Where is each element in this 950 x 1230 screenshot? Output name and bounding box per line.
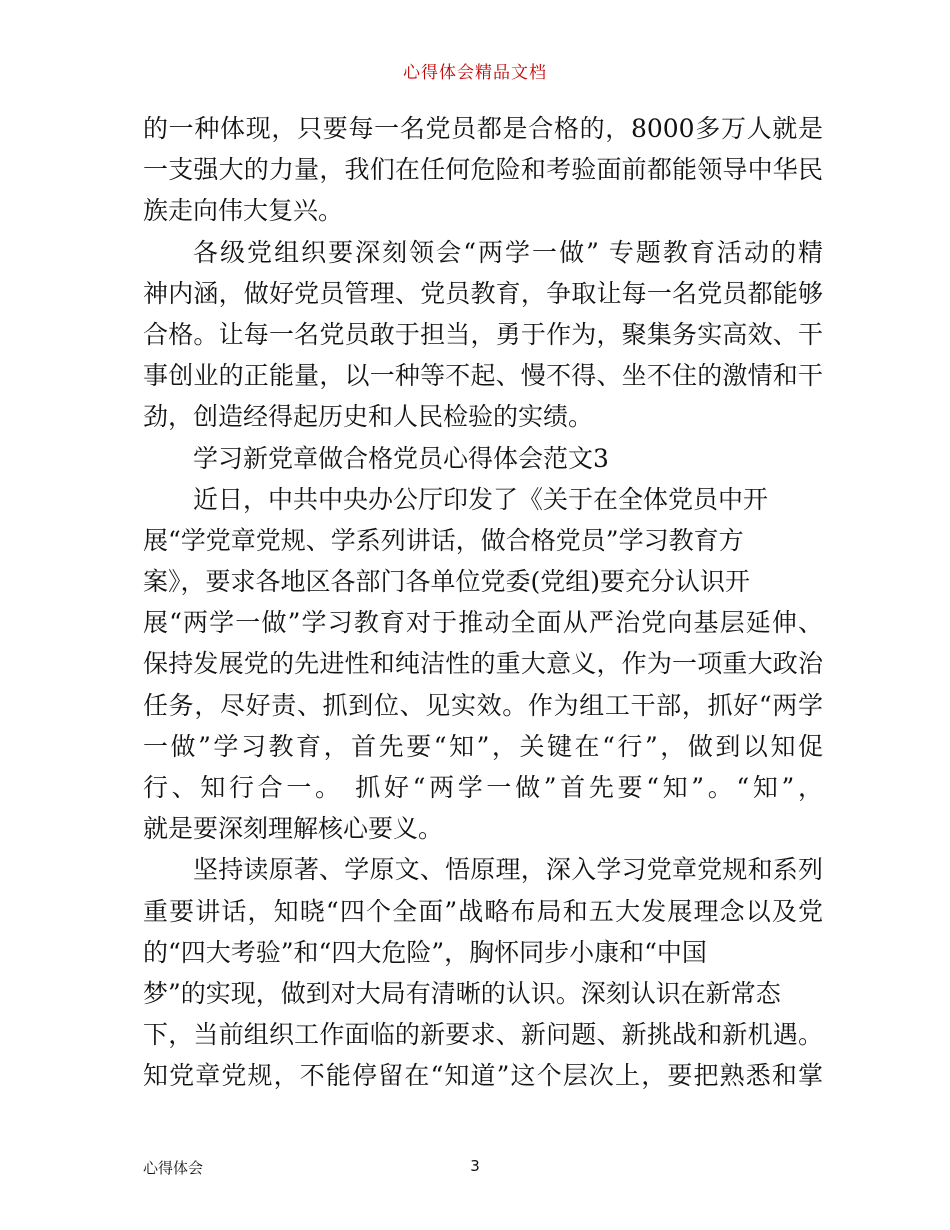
text-line: 神内涵，做好党员管理、党员教育，争取让每一名党员都能够	[143, 278, 823, 308]
text-line: 案》，要求各地区各部门各单位党委(党组)要充分认识开	[143, 567, 751, 597]
text-line: 一做”学习教育，首先要“知”，关键在“行”，做到以知促	[143, 731, 823, 761]
text-line: 的一种体现，只要每一名党员都是合格的，8000多万人就是	[143, 114, 823, 143]
text-line: 合格。让每一名党员敢于担当，勇于作为，聚集务实高效、干	[143, 319, 823, 349]
document-header-title: 心得体会精品文档	[403, 63, 547, 83]
document-body	[143, 108, 823, 1097]
text-line: 事创业的正能量，以一种等不起、慢不得、坐不住的激情和干	[143, 361, 823, 391]
text-line: 保持发展党的先进性和纯洁性的重大意义，作为一项重大政治	[143, 649, 823, 679]
text-line: 一支强大的力量，我们在任何危险和考验面前都能领导中华民	[143, 155, 823, 185]
text-line: 展“两学一做”学习教育对于推动全面从严治党向基层延伸、	[143, 608, 823, 638]
text-line: 族走向伟大复兴。	[143, 196, 344, 226]
text-line: 梦”的实现，做到对大局有清晰的认识。深刻认识在新常态	[143, 978, 781, 1008]
paragraph-start-line: 坚持读原著、学原文、悟原理，深入学习党章党规和系列	[193, 855, 823, 885]
text-line: 的“四大考验”和“四大危险”，胸怀同步小康和“中国	[143, 937, 707, 967]
page-number: 3	[470, 1157, 480, 1175]
text-line: 行、知行合一。 抓好“两学一做”首先要“知”。“知”，	[143, 773, 823, 802]
section-heading: 学习新党章做合格党员心得体会范文3	[193, 443, 609, 473]
text-line: 知党章党规，不能停留在“知道”这个层次上，要把熟悉和掌	[143, 1061, 823, 1091]
text-line: 就是要深刻理解核心要义。	[143, 814, 444, 844]
text-line: 重要讲话，知晓“四个全面”战略布局和五大发展理念以及党	[143, 896, 823, 926]
text-line: 劲，创造经得起历史和人民检验的实绩。	[143, 402, 594, 432]
footer-label: 心得体会	[143, 1159, 204, 1177]
paragraph-start-line: 各级党组织要深刻领会“两学一做” 专题教育活动的精	[193, 237, 823, 267]
text-line: 下，当前组织工作面临的新要求、新问题、新挑战和新机遇。	[143, 1020, 823, 1050]
paragraph-start-line: 近日，中共中央办公厅印发了《关于在全体党员中开	[193, 484, 769, 514]
text-line: 展“学党章党规、学系列讲话，做合格党员”学习教育方	[143, 525, 744, 555]
text-line: 任务，尽好责、抓到位、见实效。作为组工干部，抓好“两学	[143, 690, 823, 720]
